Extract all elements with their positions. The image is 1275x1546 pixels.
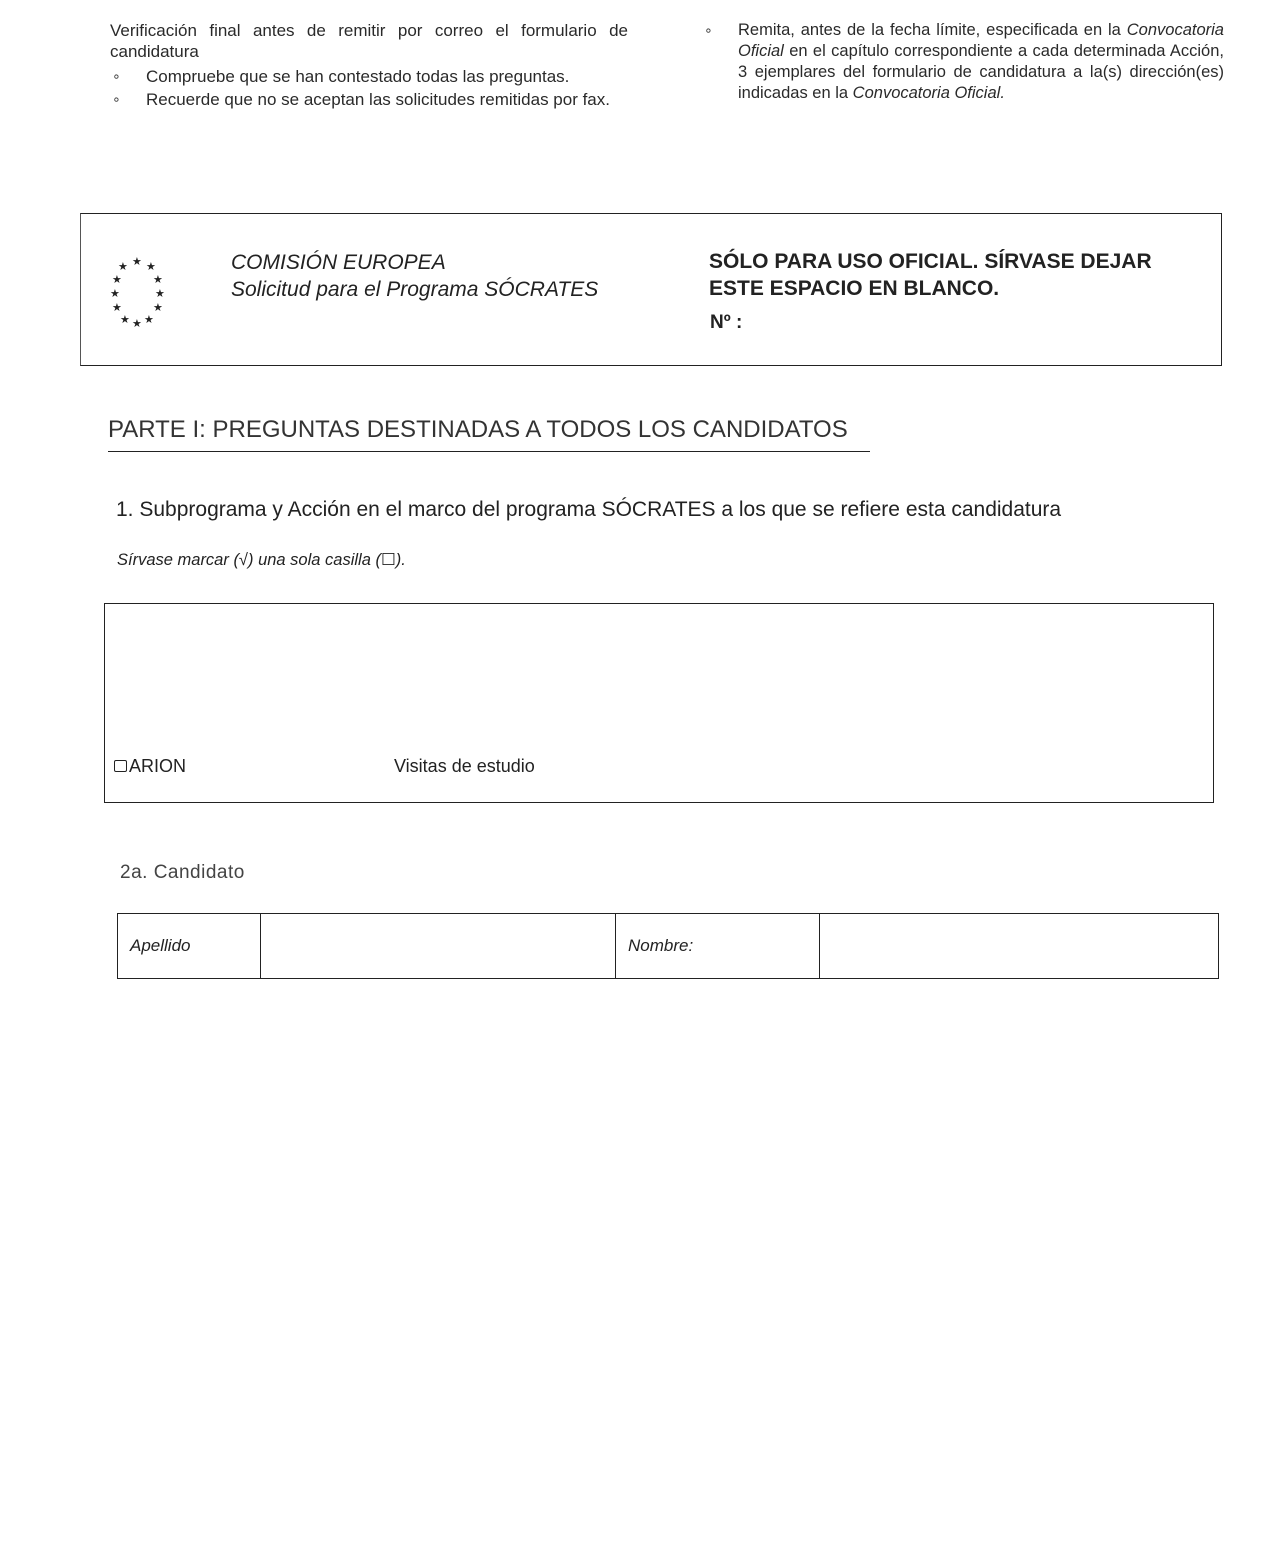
submission-item	[706, 20, 1224, 104]
bullet-icon: ∘	[112, 68, 121, 84]
final-check-item	[110, 89, 628, 110]
arion-option-description: Visitas de estudio	[394, 756, 535, 776]
candidate-name-table	[117, 913, 1219, 979]
final-check-item-text: Recuerde que no se aceptan las solicitudes remitidas por fax.	[146, 90, 610, 109]
subprogram-selection-box	[104, 603, 1214, 803]
section-2a-title: 2a. Candidato	[120, 862, 245, 883]
part-title: PARTE I: PREGUNTAS DESTINADAS A TODOS LOS CANDIDATOS	[108, 415, 870, 452]
arion-checkbox[interactable]	[114, 760, 127, 772]
final-check-item-text: Compruebe que se han contestado todas las preguntas.	[146, 67, 570, 86]
submission-text: Remita, antes de la fecha límite, especificada en la	[738, 21, 1127, 39]
surname-label: Apellido	[118, 914, 261, 979]
surname-field[interactable]	[261, 914, 616, 979]
organization-title: COMISIÓN EUROPEA	[231, 251, 446, 274]
first-name-label: Nombre:	[616, 914, 820, 979]
submission-instructions	[706, 20, 1224, 104]
submission-text-cont: en el capítulo correspondiente a cada determinada Acción, 3 ejemplares del formulario de candidatura a la(s) dirección(es) indicadas en la	[738, 42, 1224, 102]
final-check-heading: Verificación final antes de remitir por correo el formulario de candidatura	[110, 21, 628, 61]
program-subtitle: Solicitud para el Programa SÓCRATES	[231, 278, 599, 301]
final-check-instructions	[110, 20, 628, 112]
bullet-icon: ∘	[704, 22, 713, 38]
arion-option-label: ARION	[129, 756, 187, 776]
final-check-item	[110, 66, 628, 87]
question-1-instruction: Sírvase marcar (√) una sola casilla (☐).	[117, 551, 406, 569]
table-row	[118, 914, 1219, 979]
official-call-ref: Convocatoria Oficial	[738, 21, 1224, 60]
official-use-notice: SÓLO PARA USO OFICIAL. SÍRVASE DEJAR ESTE ESPACIO EN BLANCO.	[709, 250, 1152, 300]
official-call-ref: Convocatoria Oficial.	[852, 84, 1005, 102]
question-1-title: 1. Subprograma y Acción en el marco del programa SÓCRATES a los que se refiere esta candidatura	[116, 498, 1062, 521]
first-name-field[interactable]	[820, 914, 1219, 979]
reference-number-label: Nº :	[710, 312, 743, 333]
bullet-icon: ∘	[112, 91, 121, 107]
final-check-list	[110, 66, 628, 110]
eu-stars-emblem-icon: ★ ★ ★ ★ ★ ★ ★ ★ ★ ★ ★ ★	[110, 256, 165, 330]
